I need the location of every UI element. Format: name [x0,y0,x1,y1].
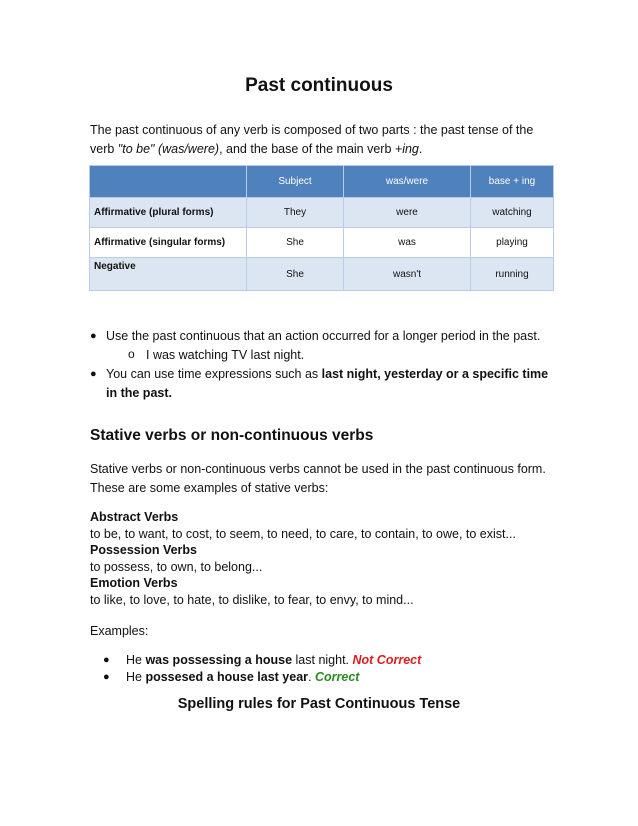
category-heading: Emotion Verbs [90,576,178,590]
table-cell: She [247,258,344,291]
category-verbs: to be, to want, to cost, to seem, to need, to care, to contain, to owe, to exist... [90,526,516,541]
example-emphasis: possesed a house last year [145,669,309,684]
example-text: He [126,653,146,667]
table-header-cell [90,166,247,198]
bullet-text: Use the past continuous that an action occurred for a longer period in the past. [106,329,541,343]
row-label: Affirmative (singular forms) [90,228,247,258]
list-item [90,327,560,346]
table-row [90,198,554,228]
intro-paragraph [90,121,560,159]
intro-ing: +ing [394,142,419,156]
table-cell: running [471,258,554,291]
table-cell: wasn't [344,258,471,291]
usage-bullet-list [90,327,560,403]
table-cell: They [247,198,344,228]
row-label: Negative [90,258,247,291]
table-header-cell: was/were [344,166,471,198]
intro-to-be: "to be" (was/were) [117,142,220,156]
category-heading: Abstract Verbs [90,510,179,524]
page-title: Past continuous [245,75,393,96]
bullet-icon: ● [90,368,97,380]
table-cell: was [344,228,471,258]
section-heading: Spelling rules for Past Continuous Tense [177,696,461,712]
section-heading: Stative verbs or non-continuous verbs [90,427,374,444]
examples-label: Examples: [90,624,149,638]
intro-text-3: . [418,142,423,156]
table-cell: were [344,198,471,228]
bullet-emphasis: last night, yesterday or a specific time in the past. [106,367,549,400]
bullet-icon: ● [103,654,110,666]
table-row [90,258,554,291]
table-cell: watching [471,198,554,228]
table-header-row [90,166,554,198]
category-heading: Possession Verbs [90,543,198,557]
intro-text-1: The past continuous of any verb is composed of two parts : the past tense of the verb [90,123,534,156]
example-emphasis: was possessing a house [145,653,293,667]
example-text: last night. [292,653,353,667]
list-item [90,365,560,403]
category-verbs: to like, to love, to hate, to dislike, to fear, to envy, to mind... [90,592,414,607]
verdict-incorrect: Not Correct [352,653,422,667]
table-header-cell: base + ing [471,166,554,198]
stative-paragraph: Stative verbs or non-continuous verbs cannot be used in the past continuous form. These are some examples of stative verbs: [90,462,546,495]
bullet-icon: ● [90,330,97,342]
circle-bullet-icon: o [128,347,135,361]
verb-categories [90,509,560,608]
bullet-icon: ● [103,670,110,683]
examples-list [103,652,553,685]
bullet-text: I was watching TV last night. [146,348,305,362]
category-verbs: to possess, to own, to belong... [90,559,263,574]
example-text: He [126,669,146,684]
table-row [90,228,554,258]
list-item [90,346,560,365]
verdict-correct: Correct [315,669,360,684]
row-label: Affirmative (plural forms) [90,198,247,228]
past-continuous-table [89,165,554,291]
bullet-text: You can use time expressions such as [106,367,322,381]
example-text: . [308,669,315,684]
table-header-cell: Subject [247,166,344,198]
intro-text-2: , and the base of the main verb [219,142,395,156]
table-cell: She [247,228,344,258]
list-item [103,669,553,686]
list-item [103,652,553,669]
table-cell: playing [471,228,554,258]
